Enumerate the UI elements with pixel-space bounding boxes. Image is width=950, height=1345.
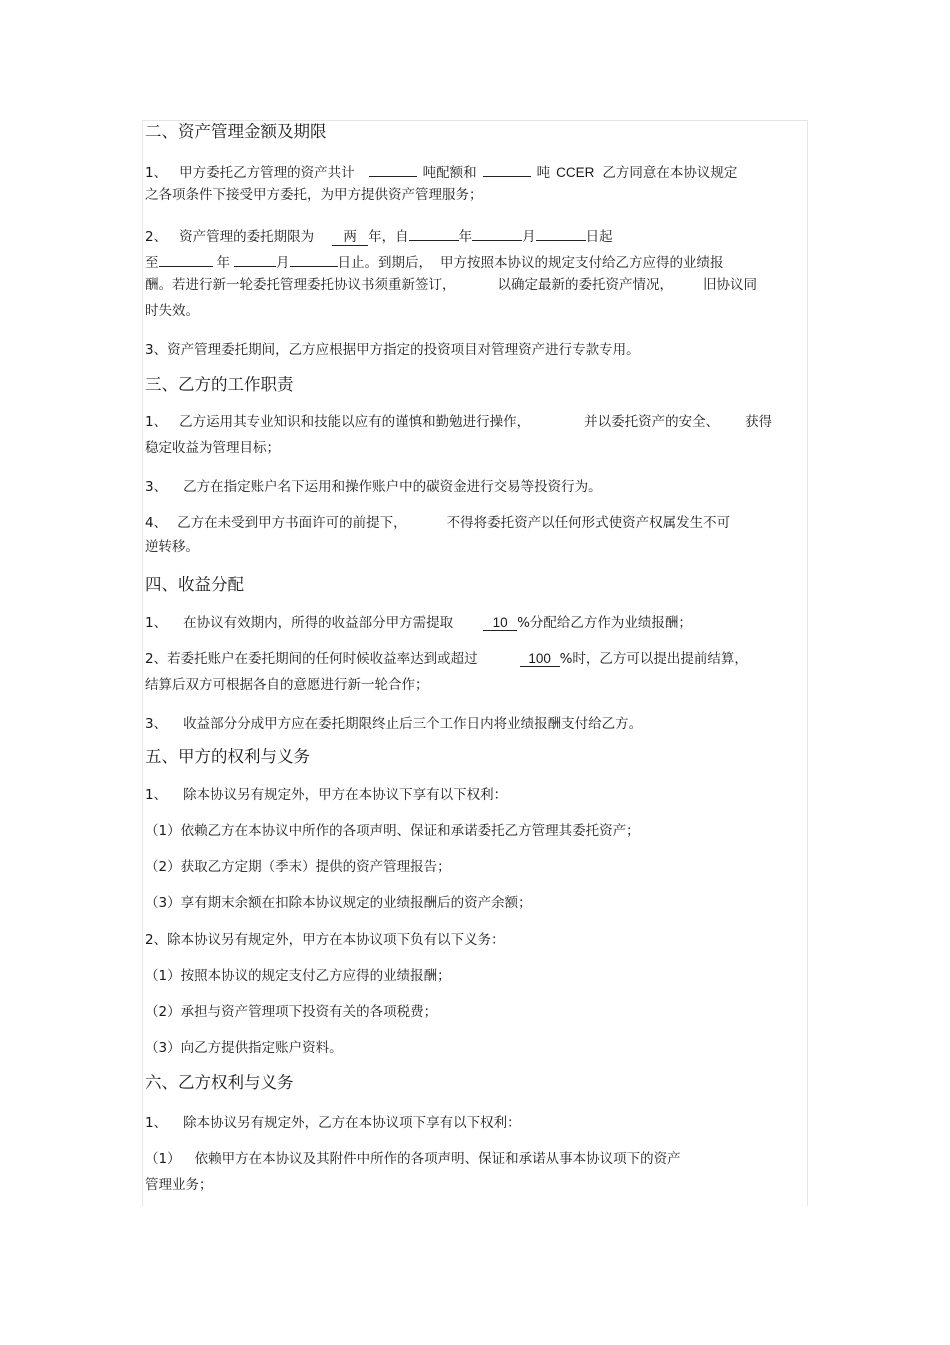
s5-right-3: （3）享有期末余额在扣除本协议规定的业绩报酬后的资产余额； [145, 895, 532, 911]
s3-item4-line1: 4、 乙方在未受到甲方书面许可的前提下， 不得将委托资产以任何形式使资产权属发生不可 [145, 515, 731, 531]
section-2-heading: 二、资产管理金额及期限 [145, 122, 327, 141]
s5-item2: 2、除本协议另有规定外，甲方在本协议项下负有以下义务： [145, 932, 505, 948]
s3-item1-line2: 稳定收益为管理目标； [145, 440, 280, 456]
blank-end-day[interactable] [290, 251, 338, 267]
blank-end-year[interactable] [159, 251, 213, 267]
term-value[interactable]: 两 [332, 230, 368, 246]
s3-item4-line2: 逆转移。 [145, 539, 199, 555]
s6-item1: 1、 除本协议另有规定外，乙方在本协议项下享有以下权利： [145, 1115, 521, 1131]
s2-item3: 3、资产管理委托期间，乙方应根据甲方指定的投资项目对管理资产进行专款专用。 [145, 342, 640, 358]
section-4-heading: 四、收益分配 [145, 575, 244, 594]
commission-percent[interactable]: 10 [483, 615, 517, 631]
blank-start-day[interactable] [536, 225, 586, 241]
s2-item1-line2: 之各项条件下接受甲方委托，为甲方提供资产管理服务； [145, 187, 483, 203]
blank-ccer-amount[interactable] [483, 161, 531, 177]
s2-item2-line3: 酬。若进行新一轮委托管理委托协议书须重新签订， 以确定最新的委托资产情况， 旧协议同 [145, 277, 757, 293]
s5-duty-1: （1）按照本协议的规定支付乙方应得的业绩报酬； [145, 968, 451, 984]
s3-item3: 3、 乙方在指定账户名下运用和操作账户中的碳资金进行交易等投资行为。 [145, 479, 602, 495]
s3-item1-line1: 1、 乙方运用其专业知识和技能以应有的谨慎和勤勉进行操作， 并以委托资产的安全、 获得 [145, 414, 773, 430]
s4-item3: 3、 收益部分分成甲方应在委托期限终止后三个工作日内将业绩报酬支付给乙方。 [145, 716, 643, 732]
return-threshold-percent[interactable]: 100 [520, 651, 560, 667]
s5-right-2: （2）获取乙方定期（季末）提供的资产管理报告； [145, 859, 451, 875]
s2-item1-line1: 1、 甲方委托乙方管理的资产共计 吨配额和 吨 CCER 乙方同意在本协议规定 [145, 161, 737, 182]
blank-quota-amount[interactable] [369, 161, 417, 177]
s2-item2-line4: 时失效。 [145, 303, 199, 319]
blank-end-month[interactable] [234, 251, 276, 267]
section-5-heading: 五、甲方的权利与义务 [145, 747, 310, 766]
s4-item2-line2: 结算后双方可根据各自的意愿进行新一轮合作； [145, 677, 429, 693]
s4-item1: 1、 在协议有效期内，所得的收益部分甲方需提取 10 %分配给乙方作为业绩报酬； [145, 615, 692, 631]
s6-right-1-line1: （1） 依赖甲方在本协议及其附件中所作的各项声明、保证和承诺从事本协议项下的资产 [145, 1151, 681, 1167]
s5-right-1: （1）依赖乙方在本协议中所作的各项声明、保证和承诺委托乙方管理其委托资产； [145, 823, 640, 839]
s5-item1: 1、 除本协议另有规定外，甲方在本协议下享有以下权利： [145, 787, 508, 803]
s5-duty-2: （2）承担与资产管理项下投资有关的各项税费； [145, 1004, 438, 1020]
blank-start-year[interactable] [409, 225, 459, 241]
s6-right-1-line2: 管理业务； [145, 1177, 213, 1193]
section-3-heading: 三、乙方的工作职责 [145, 375, 294, 394]
s4-item2-line1: 2、若委托账户在委托期间的任何时候收益率达到或超过 100 %时，乙方可以提出提前结算， [145, 651, 748, 667]
s2-item2-line1: 2、 资产管理的委托期限为 两 年，自 年 月 日起 [145, 225, 613, 246]
blank-start-month[interactable] [472, 225, 522, 241]
s2-item2-line2: 至 年 月 日止。到期后， 甲方按照本协议的规定支付给乙方应得的业绩报 [145, 251, 724, 272]
s5-duty-3: （3）向乙方提供指定账户资料。 [145, 1040, 343, 1056]
section-6-heading: 六、乙方权利与义务 [145, 1073, 294, 1092]
